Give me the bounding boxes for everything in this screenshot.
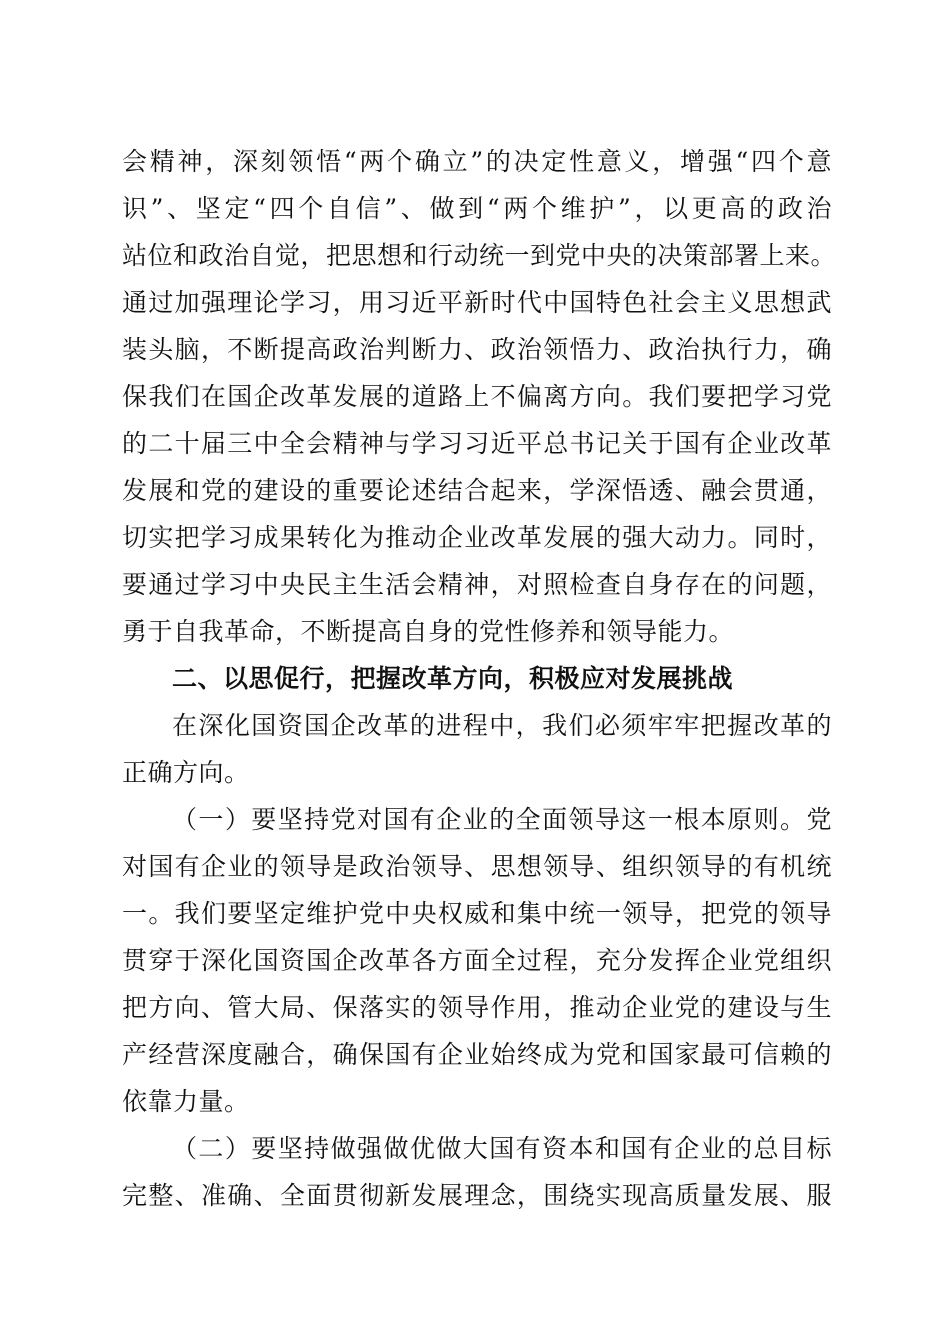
body-text-line: 站位和政治自觉，把思想和行动统一到党中央的决策部署上来。 xyxy=(122,241,837,270)
body-text-line: 切实把学习成果转化为推动企业改革发展的强大动力。同时， xyxy=(122,523,832,552)
body-text-line: 勇于自我革命，不断提高自身的党性修养和领导能力。 xyxy=(122,617,735,646)
body-text-line: 一。我们要坚定维护党中央权威和集中统一领导，把党的领导 xyxy=(122,899,832,928)
body-text-line: （二）要坚持做强做优做大国有资本和国有企业的总目标 xyxy=(172,1134,832,1163)
body-text-line: 正确方向。 xyxy=(122,758,250,787)
body-text-line: 保我们在国企改革发展的道路上不偏离方向。我们要把学习党 xyxy=(122,382,832,411)
body-text-line: 依靠力量。 xyxy=(122,1087,250,1116)
body-text-line: 会精神，深刻领悟“两个确立”的决定性意义，增强“四个意 xyxy=(122,147,832,176)
body-text-line: 对国有企业的领导是政治领导、思想领导、组织领导的有机统 xyxy=(122,852,832,881)
body-text-line: 通过加强理论学习，用习近平新时代中国特色社会主义思想武 xyxy=(122,288,832,317)
body-text-line: 装头脑，不断提高政治判断力、政治领悟力、政治执行力，确 xyxy=(122,335,832,364)
body-text-line: 贯穿于深化国资国企改革各方面全过程，充分发挥企业党组织 xyxy=(122,946,832,975)
body-text-line: 的二十届三中全会精神与学习习近平总书记关于国有企业改革 xyxy=(122,429,832,458)
body-text-line: 把方向、管大局、保落实的领导作用，推动企业党的建设与生 xyxy=(122,993,832,1022)
body-text-line: 发展和党的建设的重要论述结合起来，学深悟透、融会贯通， xyxy=(122,476,832,505)
body-text-line: 完整、准确、全面贯彻新发展理念，围绕实现高质量发展、服 xyxy=(122,1181,832,1210)
section-heading: 二、以思促行，把握改革方向，积极应对发展挑战 xyxy=(172,664,734,693)
body-text-line: 要通过学习中央民主生活会精神，对照检查自身存在的问题， xyxy=(122,570,832,599)
body-text-line: （一）要坚持党对国有企业的全面领导这一根本原则。党 xyxy=(172,805,832,834)
body-text-line: 产经营深度融合，确保国有企业始终成为党和国家最可信赖的 xyxy=(122,1040,832,1069)
body-text-line: 在深化国资国企改革的进程中，我们必须牢牢把握改革的 xyxy=(172,711,832,740)
body-text-line: 识”、坚定“四个自信”、做到“两个维护”，以更高的政治 xyxy=(122,194,832,223)
